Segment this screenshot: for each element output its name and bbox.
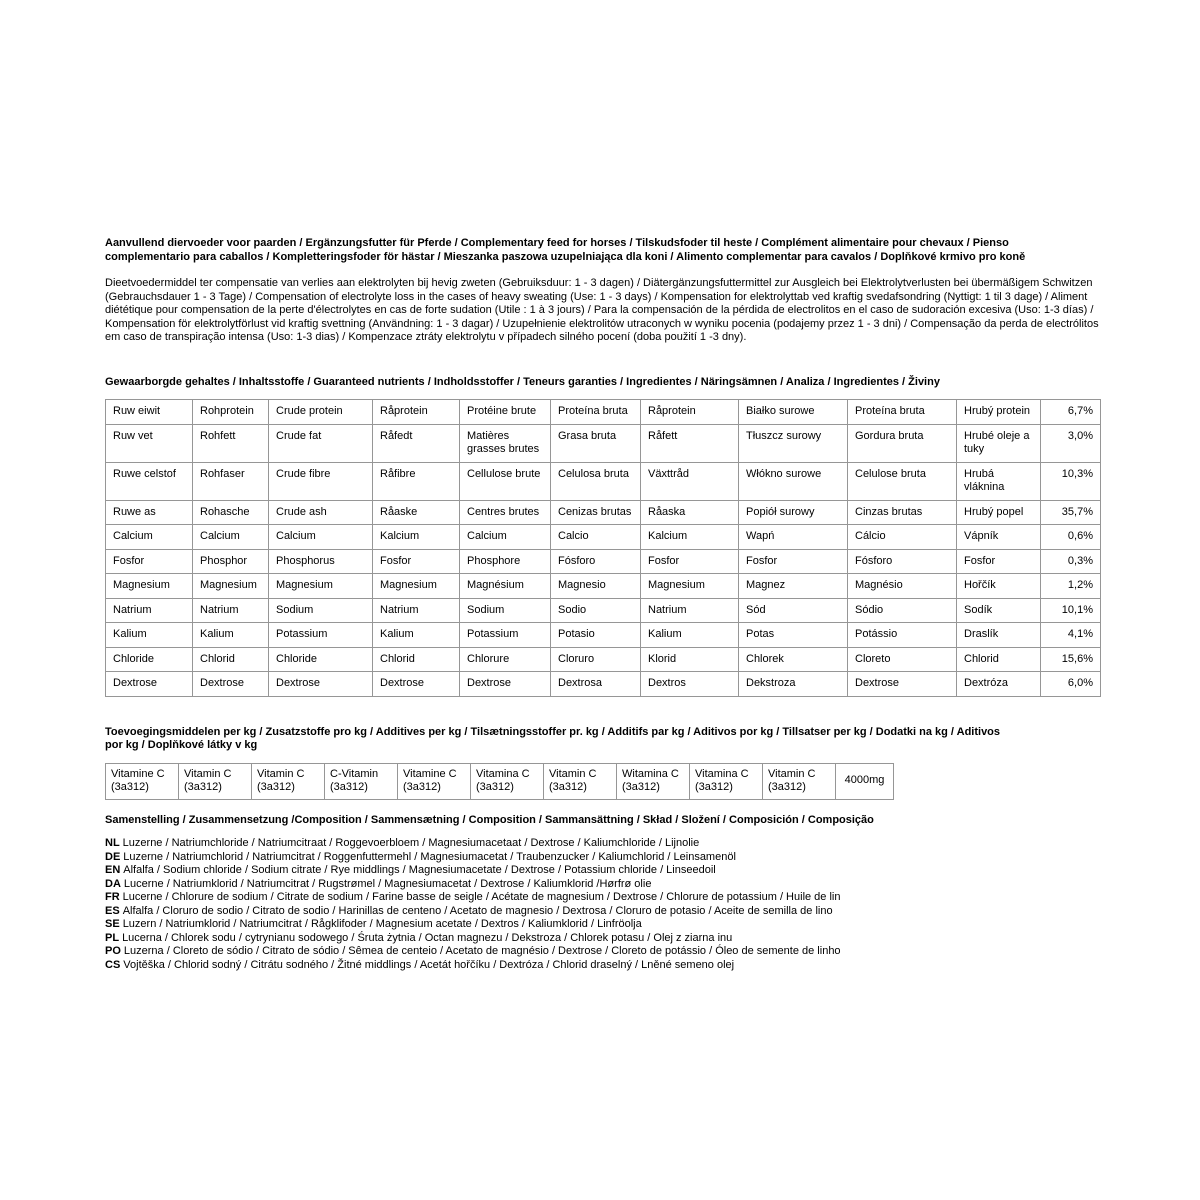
nutrient-name-cell: Kalcium	[641, 525, 739, 550]
nutrient-name-cell: Klorid	[641, 647, 739, 672]
composition-line	[105, 945, 1100, 959]
nutrient-name-cell: Fosfor	[957, 549, 1041, 574]
nutrient-name-cell: Calcium	[460, 525, 551, 550]
nutrient-name-cell: Draslík	[957, 623, 1041, 648]
additive-name-cell: Vitamin C (3a312)	[252, 763, 325, 799]
nutrient-name-cell: Chlorid	[193, 647, 269, 672]
nutrient-row	[106, 424, 1101, 462]
composition-ingredients: Luzerne / Natriumchloride / Natriumcitraat / Roggevoerbloem / Magnesiumacetaat / Dextrose / Kaliumchloride / Lijnolie	[122, 837, 700, 849]
nutrient-name-cell: Gordura bruta	[848, 424, 957, 462]
nutrient-name-cell: Hrubý protein	[957, 400, 1041, 425]
nutrient-row	[106, 623, 1101, 648]
nutrient-name-cell: Magnesium	[373, 574, 460, 599]
nutrient-name-cell: Cloruro	[551, 647, 641, 672]
composition-ingredients: Lucerna / Chlorek sodu / cytrynianu sodowego / Śruta żytnia / Octan magnezu / Dekstroza / Chlorek potasu / Olej z ziarna inu	[122, 931, 733, 944]
nutrient-name-cell: Chlorid	[957, 647, 1041, 672]
nutrient-name-cell: Ruw vet	[106, 424, 193, 462]
nutrient-name-cell: Phosphore	[460, 549, 551, 574]
nutrient-row	[106, 672, 1101, 697]
nutrient-name-cell: Rohfaser	[193, 462, 269, 500]
nutrient-value: 3,0%	[1041, 424, 1101, 462]
nutrient-name-cell: Popiół surowy	[739, 500, 848, 525]
composition-line	[105, 918, 1100, 932]
nutrient-value: 10,3%	[1041, 462, 1101, 500]
additive-name-cell: Vitamina C (3a312)	[471, 763, 544, 799]
nutrient-name-cell: Hrubé oleje a tuky	[957, 424, 1041, 462]
additive-name-cell: Vitamin C (3a312)	[179, 763, 252, 799]
nutrients-heading: Gewaarborgde gehaltes / Inhaltsstoffe / Guaranteed nutrients / Indholdsstoffer / Teneurs garanties / Ingredientes / Näringsämnen / Analiza / Ingredientes / Živiny	[105, 375, 940, 388]
nutrient-name-cell: Ruwe as	[106, 500, 193, 525]
nutrient-name-cell: Tłuszcz surowy	[739, 424, 848, 462]
nutrient-row	[106, 574, 1101, 599]
nutrient-name-cell: Kalium	[641, 623, 739, 648]
nutrient-name-cell: Råfibre	[373, 462, 460, 500]
nutrient-name-cell: Magnésio	[848, 574, 957, 599]
composition-line	[105, 891, 1100, 905]
nutrient-name-cell: Potassium	[460, 623, 551, 648]
nutrient-name-cell: Hořčík	[957, 574, 1041, 599]
label-content	[105, 237, 1100, 972]
nutrient-name-cell: Magnesium	[106, 574, 193, 599]
nutrient-value: 15,6%	[1041, 647, 1101, 672]
nutrient-name-cell: Proteína bruta	[551, 400, 641, 425]
nutrient-name-cell: Wapń	[739, 525, 848, 550]
additive-row	[106, 763, 894, 799]
composition-language-code: NL	[105, 837, 120, 849]
composition-line	[105, 878, 1100, 892]
nutrient-value: 35,7%	[1041, 500, 1101, 525]
nutrient-name-cell: Cálcio	[848, 525, 957, 550]
product-description: Dieetvoedermiddel ter compensatie van verlies aan elektrolyten bij hevig zweten (Gebruiksduur: 1 - 3 dagen) / Diätergänzungsfuttermittel zur Ausgleich bei Elektrolytverlusten bei übermäßigem Schwitzen (Gebrauchsdauer 1 - 3 Tage) / Compensation of electrolyte loss in the cases of heavy sweating (Use: 1 - 3 days) / Kompensation for elektrolyttab ved kraftig svedafsondring (Nyttigt: 1 til 3 dage) / Aliment diététique pour compensation de la perte d'électrolytes en cas de forte sudation (Utile : 1 à 3 jours) / Para la compensación de la pérdida de electrolitos en el caso de sudoración excesiva (Uso: 1-3 días) / Kompensation för elektrolytförlust vid kraftig svettning (Användning: 1 - 3 dagar) / Uzupełnienie elektrolitów utraconych w wyniku pocenia (podajemy przez 1 - 3 dni) / Compensação da perda de electrólitos em caso de transpiração intensa (Uso: 1-3 dias) / Kompenzace ztráty elektrolytu v případech silného pocení (doba použití 1 -3 dny).	[105, 277, 1099, 343]
nutrient-row	[106, 647, 1101, 672]
nutrient-name-cell: Råprotein	[373, 400, 460, 425]
nutrient-row	[106, 462, 1101, 500]
nutrient-name-cell: Hrubá vláknina	[957, 462, 1041, 500]
nutrient-name-cell: Potas	[739, 623, 848, 648]
nutrient-name-cell: Calcium	[269, 525, 373, 550]
nutrient-row	[106, 598, 1101, 623]
composition-ingredients: Luzerne / Natriumchlorid / Natriumcitrat / Roggenfuttermehl / Magnesiumacetat / Traubenzucker / Kaliumchlorid / Leinsamenöl	[123, 850, 736, 863]
nutrient-name-cell: Proteína bruta	[848, 400, 957, 425]
nutrient-name-cell: Dekstroza	[739, 672, 848, 697]
nutrient-name-cell: Białko surowe	[739, 400, 848, 425]
composition-ingredients: Alfalfa / Sodium chloride / Sodium citrate / Rye middlings / Magnesiumacetate / Dextrose / Potassium chloride / Linseedoil	[123, 864, 716, 876]
composition-language-code: PO	[105, 945, 121, 957]
composition-ingredients: Vojtěška / Chlorid sodný / Citrátu sodného / Žitné middlings / Acetát hořčíku / Dextróza / Chlorid draselný / Lněné semeno olej	[123, 958, 735, 971]
nutrient-name-cell: Rohasche	[193, 500, 269, 525]
nutrient-name-cell: Celulose bruta	[848, 462, 957, 500]
nutrient-name-cell: Ruwe celstof	[106, 462, 193, 500]
nutrient-name-cell: Calcium	[106, 525, 193, 550]
nutrient-name-cell: Rohprotein	[193, 400, 269, 425]
additive-name-cell: Vitamine C (3a312)	[106, 763, 179, 799]
nutrient-name-cell: Matières grasses brutes	[460, 424, 551, 462]
additive-name-cell: Vitamine C (3a312)	[398, 763, 471, 799]
composition-language-code: CS	[105, 958, 121, 971]
nutrient-name-cell: Magnesium	[641, 574, 739, 599]
nutrient-row	[106, 549, 1101, 574]
nutrient-name-cell: Magnesium	[193, 574, 269, 599]
nutrient-name-cell: Hrubý popel	[957, 500, 1041, 525]
nutrient-name-cell: Cloreto	[848, 647, 957, 672]
additive-name-cell: Vitamina C (3a312)	[690, 763, 763, 799]
composition-language-code: FR	[105, 891, 120, 903]
nutrient-name-cell: Magnesio	[551, 574, 641, 599]
composition-heading: Samenstelling / Zusammensetzung /Composition / Sammensætning / Composition / Sammansättning / Skład / Složení / Composición / Composição	[105, 813, 874, 826]
nutrient-name-cell: Chlorid	[373, 647, 460, 672]
nutrient-name-cell: Sódio	[848, 598, 957, 623]
nutrient-row	[106, 500, 1101, 525]
nutrient-name-cell: Rohfett	[193, 424, 269, 462]
nutrient-name-cell: Kalcium	[373, 525, 460, 550]
composition-ingredients: Luzerna / Cloreto de sódio / Citrato de sódio / Sêmea de centeio / Acetato de magnésio / Dextrose / Cloreto de potássio / Óleo de semente de linho	[123, 945, 841, 957]
composition-language-code: SE	[105, 918, 120, 930]
nutrient-row	[106, 400, 1101, 425]
nutrient-name-cell: Natrium	[373, 598, 460, 623]
composition-language-code: PL	[105, 931, 120, 944]
nutrient-name-cell: Magnez	[739, 574, 848, 599]
nutrient-name-cell: Råaske	[373, 500, 460, 525]
nutrient-name-cell: Kalium	[193, 623, 269, 648]
nutrient-name-cell: Potassium	[269, 623, 373, 648]
nutrient-name-cell: Potasio	[551, 623, 641, 648]
nutrient-name-cell: Ruw eiwit	[106, 400, 193, 425]
nutrient-value: 0,3%	[1041, 549, 1101, 574]
nutrient-value: 6,0%	[1041, 672, 1101, 697]
nutrient-name-cell: Magnesium	[269, 574, 373, 599]
additive-name-cell: Vitamin C (3a312)	[544, 763, 617, 799]
nutrient-name-cell: Włókno surowe	[739, 462, 848, 500]
nutrient-name-cell: Crude fibre	[269, 462, 373, 500]
nutrient-name-cell: Potássio	[848, 623, 957, 648]
nutrient-name-cell: Dextrosa	[551, 672, 641, 697]
composition-line	[105, 905, 1100, 919]
nutrient-name-cell: Calcio	[551, 525, 641, 550]
nutrient-name-cell: Natrium	[106, 598, 193, 623]
nutrient-name-cell: Phosphorus	[269, 549, 373, 574]
composition-ingredients: Alfalfa / Cloruro de sodio / Citrato de sodio / Harinillas de centeno / Acetato de magnesio / Dextrosa / Cloruro de potasio / Aceite de semilla de lino	[122, 904, 833, 917]
nutrient-name-cell: Celulosa bruta	[551, 462, 641, 500]
nutrients-table-body	[106, 400, 1101, 697]
nutrient-value: 6,7%	[1041, 400, 1101, 425]
composition-ingredients: Lucerne / Chlorure de sodium / Citrate de sodium / Farine basse de seigle / Acétate de magnesium / Dextrose / Chlorure de potassium / Huile de lin	[122, 891, 841, 903]
nutrient-name-cell: Chlorure	[460, 647, 551, 672]
additives-table	[105, 763, 894, 800]
product-title: Aanvullend diervoeder voor paarden / Ergänzungsfutter für Pferde / Complementary feed for horses / Tilskudsfoder til heste / Complément alimentaire pour chevaux / Pienso complementario para caballos / Kompletteringsfoder för hästar / Mieszanka paszowa uzupelniająca dla koni / Alimento complementar para cavalos / Doplňkové krmivo pro koně	[105, 237, 1026, 263]
nutrient-name-cell: Dextrose	[269, 672, 373, 697]
nutrient-name-cell: Dextrose	[848, 672, 957, 697]
nutrient-name-cell: Sodio	[551, 598, 641, 623]
nutrient-name-cell: Sodium	[460, 598, 551, 623]
nutrient-name-cell: Fosfor	[373, 549, 460, 574]
nutrient-name-cell: Natrium	[641, 598, 739, 623]
additive-name-cell: Vitamin C (3a312)	[763, 763, 836, 799]
nutrient-name-cell: Dextrose	[193, 672, 269, 697]
composition-language-code: DA	[105, 877, 121, 890]
composition-ingredients: Lucerne / Natriumklorid / Natriumcitrat / Rugstrømel / Magnesiumacetat / Dextrose / Kaliumklorid /Hørfrø olie	[123, 877, 652, 890]
nutrient-name-cell: Magnésium	[460, 574, 551, 599]
nutrient-name-cell: Cenizas brutas	[551, 500, 641, 525]
composition-list	[105, 837, 1100, 972]
additive-name-cell: Witamina C (3a312)	[617, 763, 690, 799]
nutrient-name-cell: Cinzas brutas	[848, 500, 957, 525]
nutrient-name-cell: Fósforo	[848, 549, 957, 574]
nutrient-name-cell: Centres brutes	[460, 500, 551, 525]
composition-line	[105, 837, 1100, 851]
nutrient-name-cell: Protéine brute	[460, 400, 551, 425]
nutrient-value: 0,6%	[1041, 525, 1101, 550]
composition-language-code: DE	[105, 850, 121, 863]
nutrient-value: 4,1%	[1041, 623, 1101, 648]
nutrient-value: 10,1%	[1041, 598, 1101, 623]
nutrient-row	[106, 525, 1101, 550]
composition-line	[105, 932, 1100, 946]
nutrient-name-cell: Sód	[739, 598, 848, 623]
nutrient-name-cell: Grasa bruta	[551, 424, 641, 462]
nutrient-name-cell: Fosfor	[106, 549, 193, 574]
nutrient-name-cell: Crude fat	[269, 424, 373, 462]
nutrient-name-cell: Dextróza	[957, 672, 1041, 697]
nutrient-name-cell: Fosfor	[641, 549, 739, 574]
composition-language-code: ES	[105, 904, 120, 917]
nutrient-name-cell: Fosfor	[739, 549, 848, 574]
nutrient-name-cell: Råfett	[641, 424, 739, 462]
composition-line	[105, 864, 1100, 878]
nutrients-table	[105, 399, 1101, 697]
nutrient-name-cell: Phosphor	[193, 549, 269, 574]
nutrient-name-cell: Chlorek	[739, 647, 848, 672]
nutrient-name-cell: Råfedt	[373, 424, 460, 462]
nutrient-name-cell: Crude protein	[269, 400, 373, 425]
composition-language-code: EN	[105, 864, 121, 876]
nutrient-name-cell: Sodík	[957, 598, 1041, 623]
nutrient-name-cell: Cellulose brute	[460, 462, 551, 500]
nutrient-name-cell: Calcium	[193, 525, 269, 550]
nutrient-name-cell: Dextrose	[373, 672, 460, 697]
nutrient-name-cell: Dextrose	[460, 672, 551, 697]
additive-amount: 4000mg	[836, 763, 894, 799]
nutrient-name-cell: Kalium	[373, 623, 460, 648]
nutrient-name-cell: Crude ash	[269, 500, 373, 525]
nutrient-name-cell: Råaska	[641, 500, 739, 525]
additive-name-cell: C-Vitamin (3a312)	[325, 763, 398, 799]
nutrient-name-cell: Växttråd	[641, 462, 739, 500]
additives-heading: Toevoegingsmiddelen per kg / Zusatzstoffe pro kg / Additives per kg / Tilsætningsstoffer pr. kg / Additifs par kg / Aditivos por kg / Tillsatser per kg / Dodatki na kg / Aditivos por kg / Doplňkové látky v kg	[105, 725, 1001, 751]
composition-line	[105, 851, 1100, 865]
nutrient-name-cell: Råprotein	[641, 400, 739, 425]
nutrient-name-cell: Sodium	[269, 598, 373, 623]
nutrient-name-cell: Chloride	[106, 647, 193, 672]
nutrient-name-cell: Kalium	[106, 623, 193, 648]
nutrient-name-cell: Dextros	[641, 672, 739, 697]
nutrient-name-cell: Natrium	[193, 598, 269, 623]
composition-ingredients: Luzern / Natriumklorid / Natriumcitrat / Rågklifoder / Magnesium acetate / Dextros / Kaliumklorid / Linfröolja	[122, 918, 642, 930]
nutrient-name-cell: Vápník	[957, 525, 1041, 550]
nutrient-value: 1,2%	[1041, 574, 1101, 599]
nutrient-name-cell: Dextrose	[106, 672, 193, 697]
composition-line	[105, 959, 1100, 973]
nutrient-name-cell: Chloride	[269, 647, 373, 672]
nutrient-name-cell: Fósforo	[551, 549, 641, 574]
additives-table-body	[106, 763, 894, 799]
